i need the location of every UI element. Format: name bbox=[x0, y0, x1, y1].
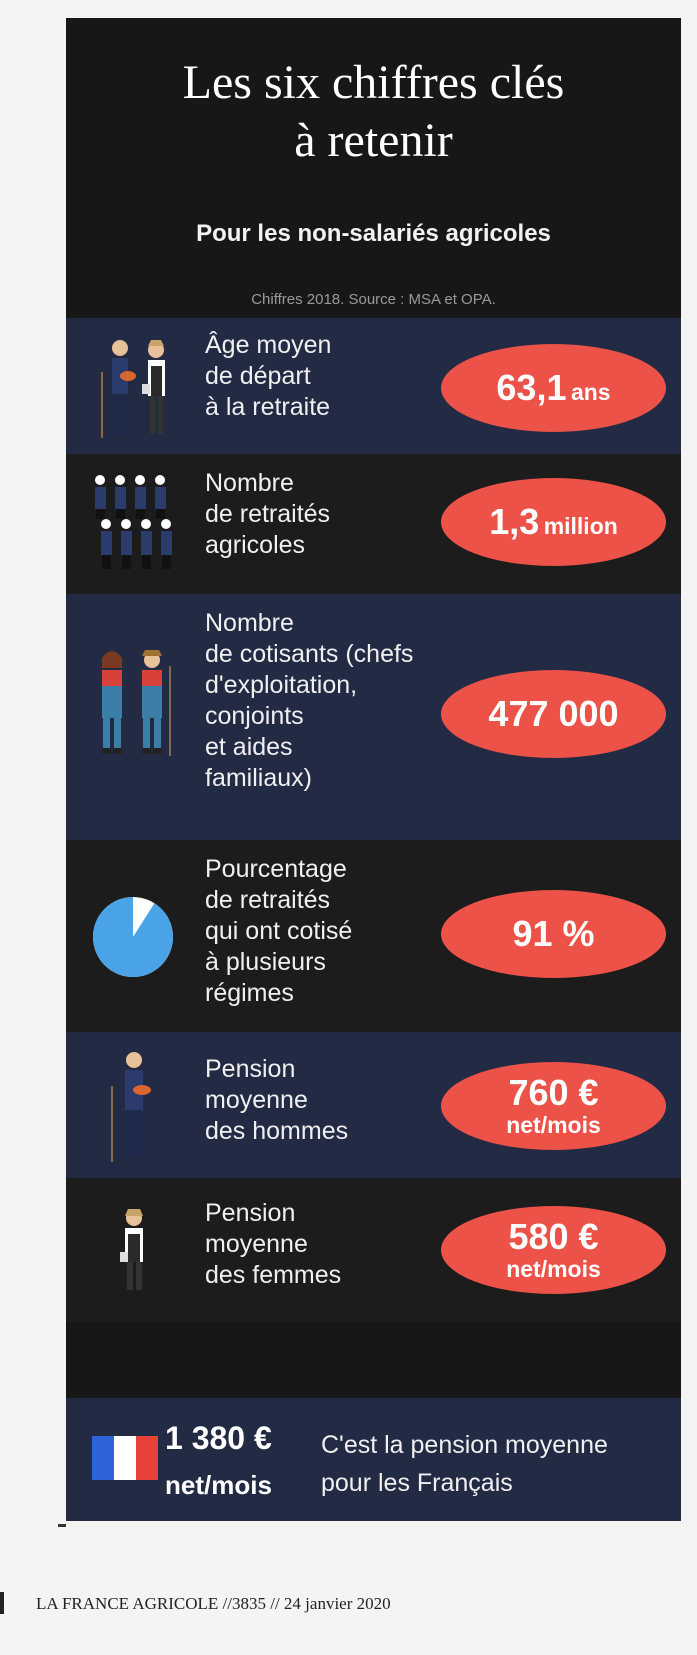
farmer-man-icon bbox=[102, 1046, 172, 1166]
stat-label: Pension moyenne des hommes bbox=[205, 1055, 349, 1145]
stat-value-badge bbox=[441, 344, 666, 432]
flag-stripe-white bbox=[114, 1436, 136, 1480]
title-line-1: Les six chiffres clés bbox=[182, 56, 565, 109]
stat-value: 63,1 bbox=[496, 367, 567, 408]
stat-label: Pourcentage de retraités qui ont cotisé à plusieurs régimes bbox=[205, 855, 353, 1007]
stat-label: Pension moyenne des femmes bbox=[205, 1199, 342, 1289]
french-flag-icon bbox=[92, 1436, 158, 1480]
title-line-2: à retenir bbox=[294, 114, 453, 167]
stat-value: 580 € bbox=[508, 1216, 599, 1257]
farmer-woman-icon bbox=[110, 1206, 160, 1296]
stat-row-contributors bbox=[66, 594, 681, 840]
pie-chart-icon bbox=[88, 892, 178, 982]
infographic-title bbox=[66, 54, 681, 170]
infographic-subtitle: Pour les non-salariés agricoles bbox=[196, 220, 551, 247]
page-edge-mark bbox=[0, 1592, 4, 1614]
farmer-couple-icon bbox=[92, 332, 188, 442]
contributors-couple-icon bbox=[88, 646, 188, 766]
stat-label: Nombre de retraités agricoles bbox=[205, 469, 331, 559]
stat-row-men-pension bbox=[66, 1032, 681, 1178]
stat-label: Âge moyen de départ à la retraite bbox=[205, 331, 332, 421]
stat-value: 477 000 bbox=[488, 693, 619, 734]
page-footer: LA FRANCE AGRICOLE //3835 // 24 janvier 2020 bbox=[36, 1594, 391, 1613]
stat-row-women-pension bbox=[66, 1178, 681, 1322]
stat-row-age bbox=[66, 318, 681, 454]
stat-unit: net/mois bbox=[506, 1112, 601, 1138]
pie-slice bbox=[93, 897, 173, 977]
stat-label: Nombre de cotisants (chefs d'exploitation, conjoints et aides familiaux) bbox=[205, 609, 414, 792]
stat-unit: ans bbox=[570, 379, 611, 405]
stat-value-badge bbox=[441, 1206, 666, 1294]
decorative-dash bbox=[58, 1524, 66, 1527]
national-average-row bbox=[66, 1398, 681, 1521]
stat-value: 760 € bbox=[508, 1072, 599, 1113]
stat-unit: million bbox=[543, 513, 618, 539]
stat-unit: net/mois bbox=[506, 1256, 601, 1282]
infographic-panel bbox=[66, 18, 681, 1521]
stat-value: 1,3 bbox=[489, 501, 540, 542]
flag-stripe-red bbox=[136, 1436, 158, 1480]
source-note: Chiffres 2018. Source : MSA et OPA. bbox=[251, 291, 496, 308]
stat-value-badge bbox=[441, 670, 666, 758]
flag-stripe-blue bbox=[92, 1436, 114, 1480]
retirees-group-icon bbox=[86, 468, 188, 578]
stat-row-multiple-regimes bbox=[66, 840, 681, 1032]
stat-value-badge bbox=[441, 890, 666, 978]
national-average-unit: net/mois bbox=[165, 1470, 272, 1500]
stat-value-badge bbox=[441, 1062, 666, 1150]
stat-row-retirees bbox=[66, 454, 681, 594]
national-average-text: C'est la pension moyenne pour les Français bbox=[321, 1431, 608, 1497]
stat-value-badge bbox=[441, 478, 666, 566]
stat-value: 91 % bbox=[512, 913, 595, 954]
national-average-value: 1 380 € bbox=[165, 1420, 272, 1456]
